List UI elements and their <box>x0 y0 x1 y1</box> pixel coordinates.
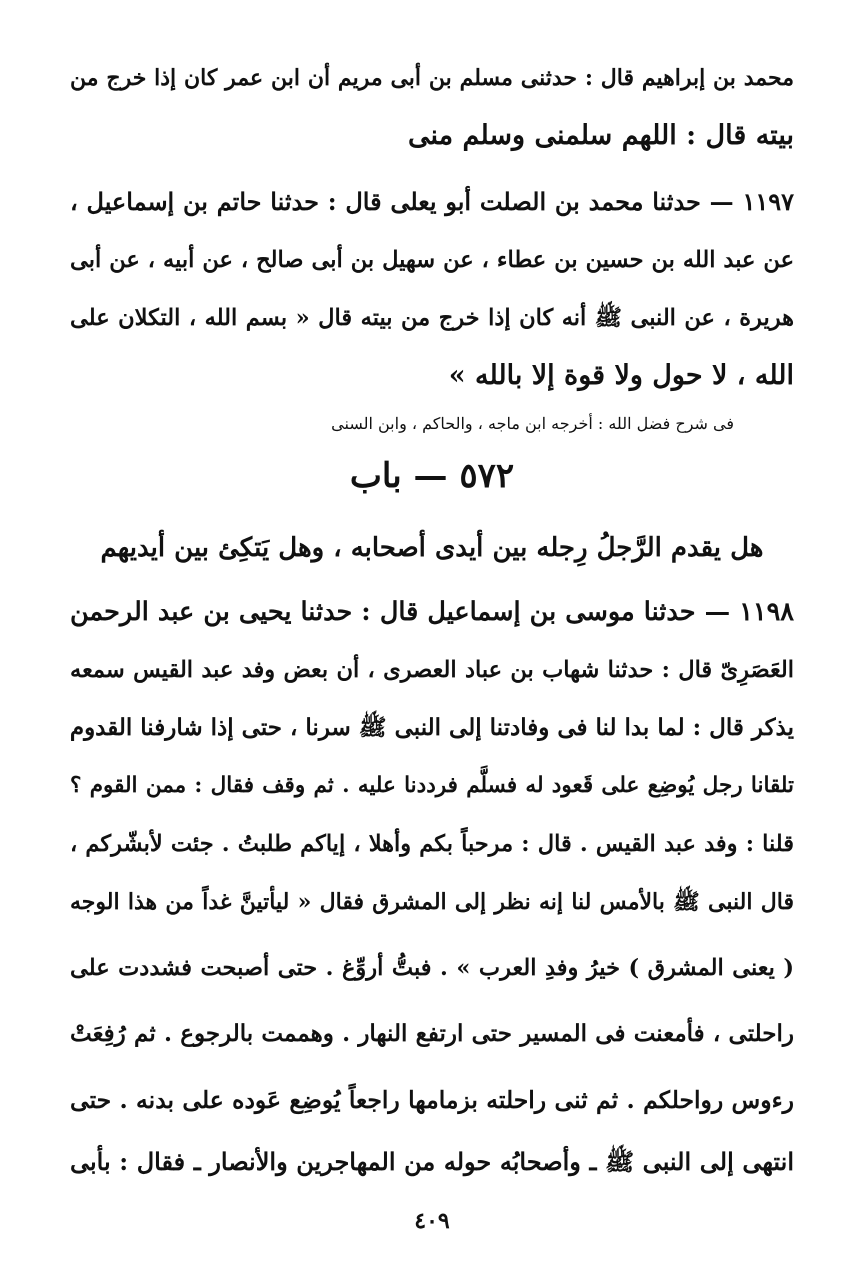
footnote: فى شرح فضل الله : أخرجه ابن ماجه ، والحاكم ، وابن السنى <box>331 414 734 433</box>
hadith-1197-line: هريرة ، عن النبى ﷺ أنه كان إذا خرج من بيته قال « بسم الله ، التكلان على <box>70 305 794 331</box>
hadith-1198-line: قال النبى ﷺ بالأمس لنا إنه نظر إلى المشرق فقال « ليأتينَّ غداً من هذا الوجه <box>70 889 794 915</box>
hadith-1198-line: يذكر قال : لما بدا لنا فى وفادتنا إلى النبى ﷺ سرنا ، حتى إذا شارفنا القدوم <box>69 714 794 741</box>
hadith-1198-line: ( يعنى المشرق ) خيرُ وفدِ العرب » . فبتُّ أروِّغ . حتى أصبحت فشددت على <box>70 955 794 981</box>
chapter-heading: ٥٧٢ — باب <box>349 456 515 496</box>
text-line: محمد بن إبراهيم قال : حدثنى مسلم بن أبى مريم أن ابن عمر كان إذا خرج من <box>70 65 794 91</box>
hadith-1198-line: العَصَرِىّ قال : حدثنا شهاب بن عباد العصرى ، أن بعض وفد عبد القيس سمعه <box>70 657 794 683</box>
page-number: ٤٠٩ <box>414 1208 450 1234</box>
hadith-1198-line: ١١٩٨ — حدثنا موسى بن إسماعيل قال : حدثنا يحيى بن عبد الرحمن <box>70 597 794 627</box>
hadith-1197-line: ١١٩٧ — حدثنا محمد بن الصلت أبو يعلى قال : حدثنا حاتم بن إسماعيل ، <box>70 187 794 216</box>
hadith-1198-line: رءوس رواحلكم . ثم ثنى راحلته بزمامها راجعاً يُوضِع عَوده على بدنه . حتى <box>70 1086 794 1114</box>
hadith-1198-line: تلقانا رجل يُوضِع على قَعود له فسلَّم فرددنا عليه . ثم وقف فقال : ممن القوم ؟ <box>70 773 794 798</box>
hadith-1198-line: راحلتى ، فأمعنت فى المسير حتى ارتفع النهار . وهممت بالرجوع . ثم رُفِعَتْ <box>70 1020 794 1047</box>
hadith-1197-line: عن عبد الله بن حسين بن عطاء ، عن سهيل بن أبى صالح ، عن أبيه ، عن أبى <box>70 247 794 273</box>
hadith-1198-line: قلنا : وفد عبد القيس . قال : مرحباً بكم وأهلا ، إياكم طلبتُ . جئت لأبشّركم ، <box>70 831 794 857</box>
hadith-1197-line: الله ، لا حول ولا قوة إلا بالله » <box>448 360 794 391</box>
hadith-1198-line: انتهى إلى النبى ﷺ ـ وأصحابُه حوله من المهاجرين والأنصار ـ فقال : بأبى <box>70 1147 794 1176</box>
chapter-subtitle: هل يقدم الرَّجلُ رِجله بين أيدى أصحابه ، وهل يَتكِئ بين أيديهم <box>100 533 764 563</box>
text-line: بيته قال : اللهم سلمنى وسلم منى <box>408 120 794 151</box>
